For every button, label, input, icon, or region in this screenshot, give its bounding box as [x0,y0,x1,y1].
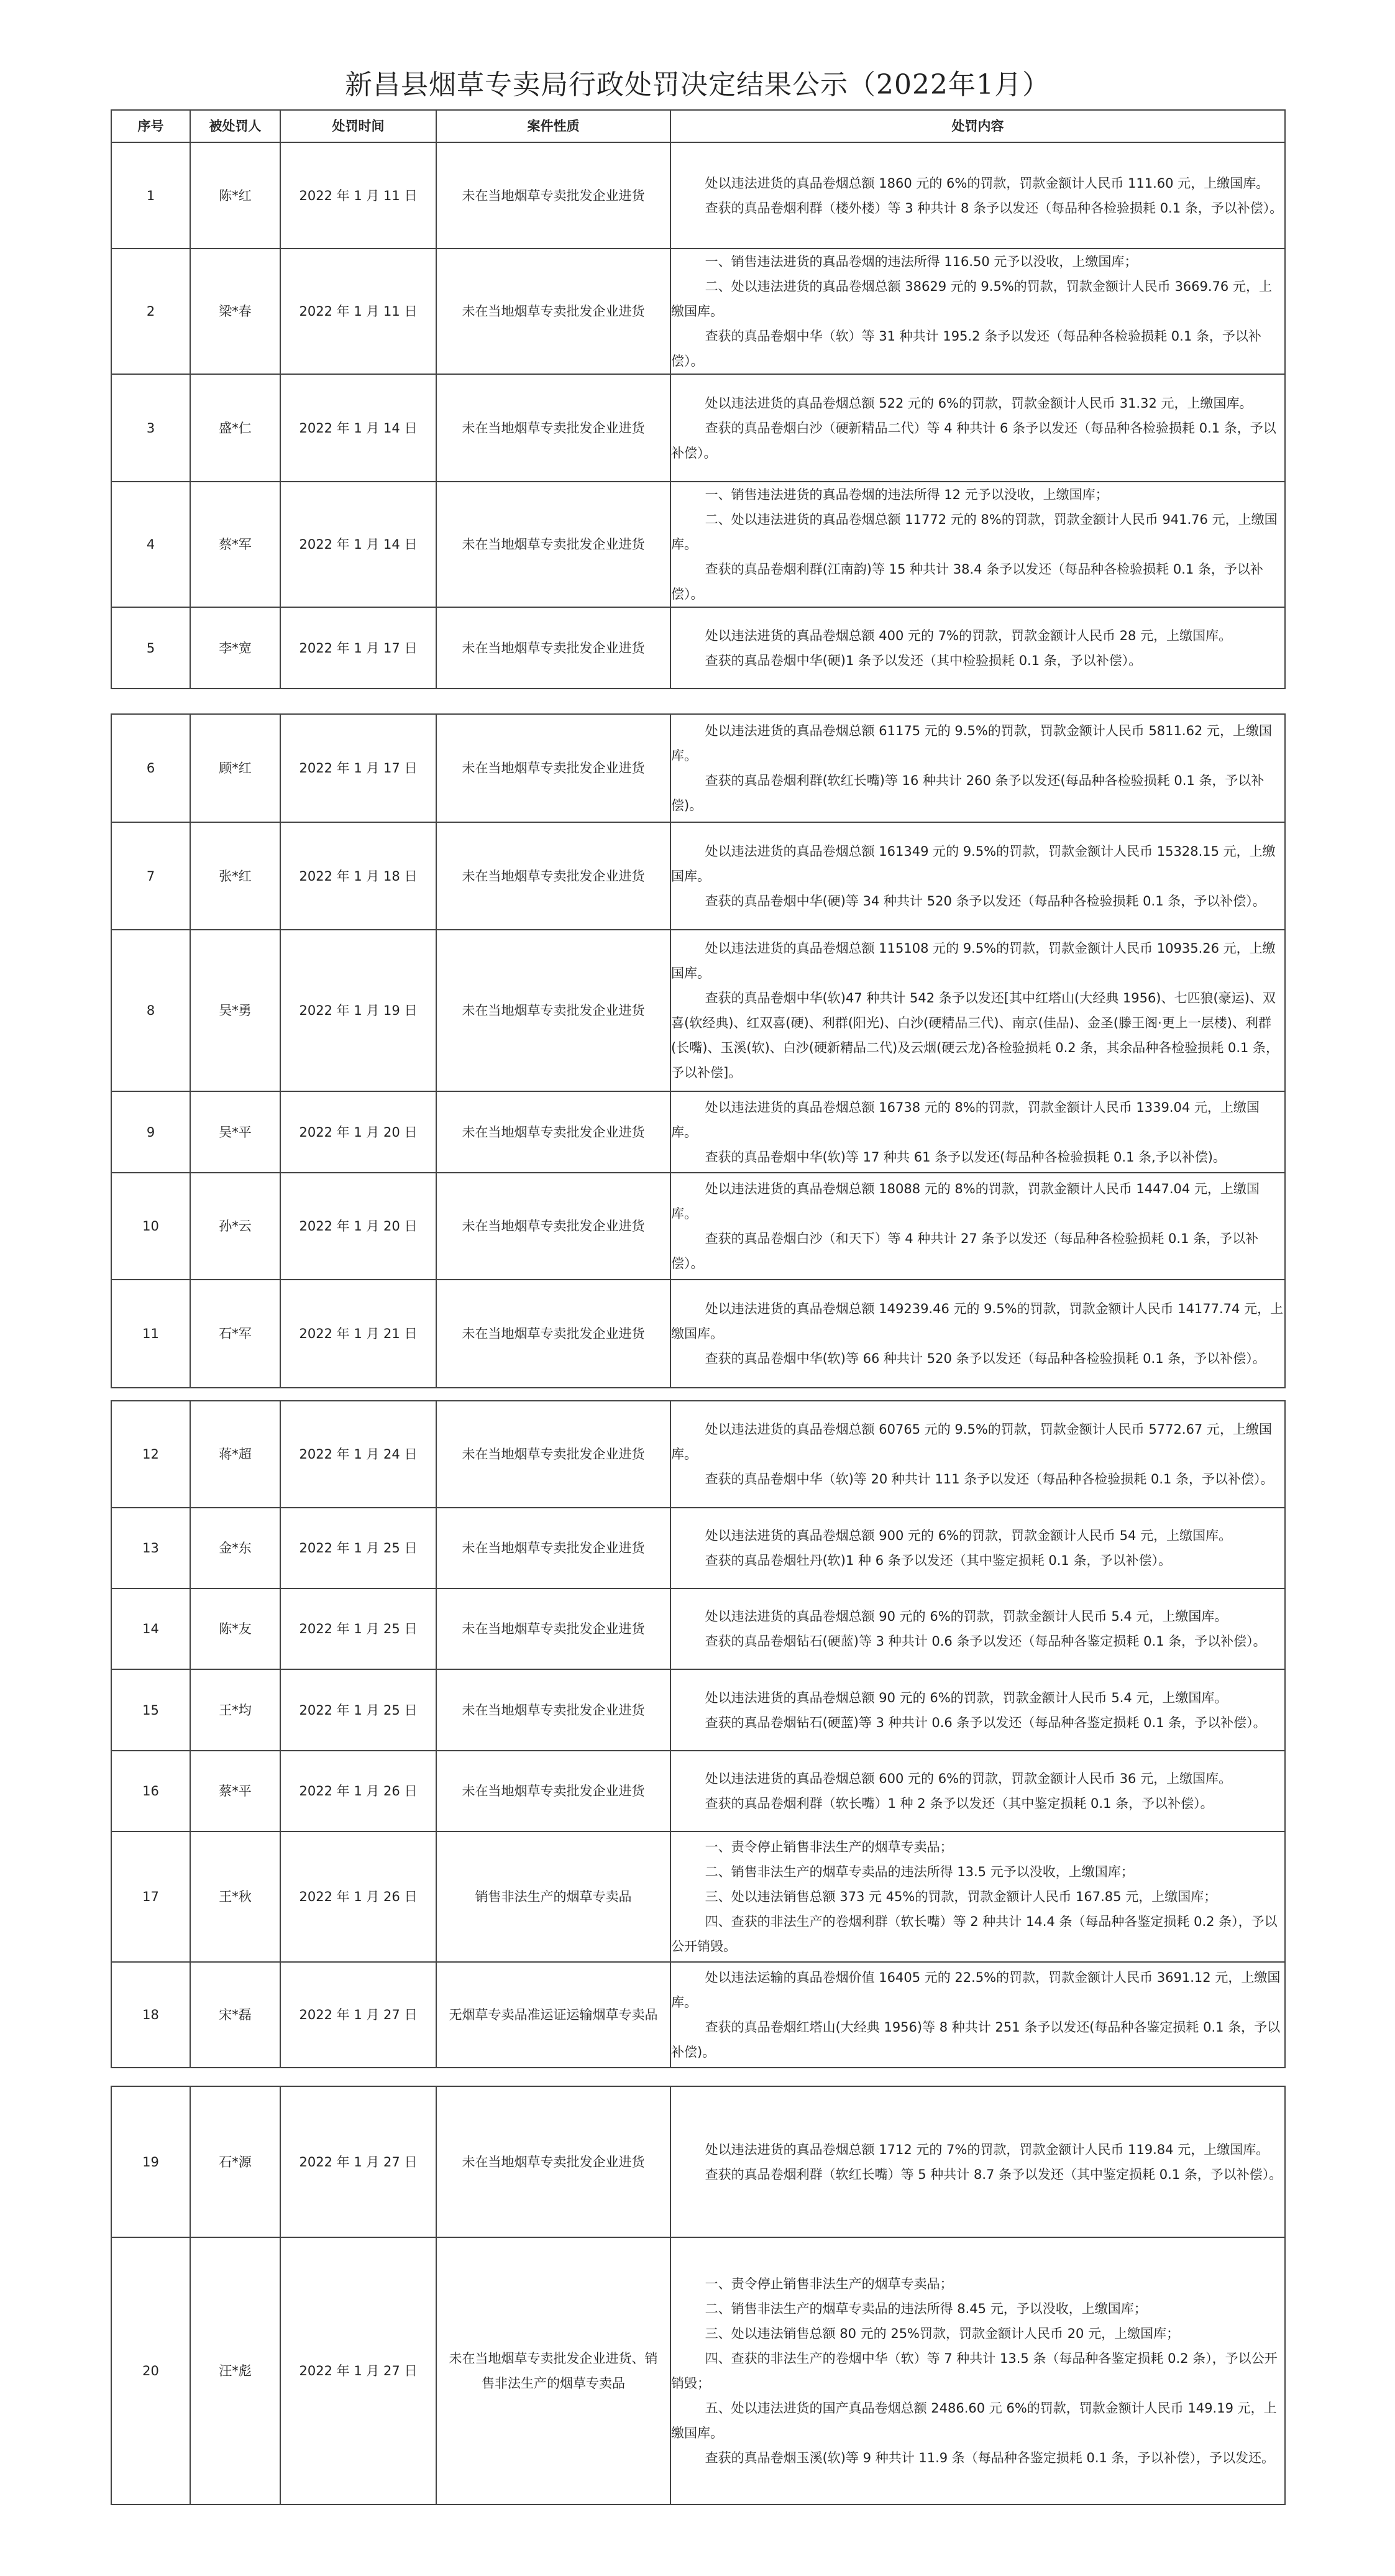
penalty-table-page-2 [111,713,1286,1388]
content-line: 三、处以违法销售总额 373 元 45%的罚款，罚款金额计人民币 167.85 元，上缴国库； [705,1889,1217,1904]
content-line: 处以违法运输的真品卷烟价值 16405 元的 22.5%的罚款，罚款金额计人民币 3691.12 元，上缴国库。 [671,1970,1281,2010]
cell-no: 12 [111,1401,190,1508]
cell-content [670,142,1285,249]
content-line: 一、销售违法进货的真品卷烟的违法所得 12 元予以没收，上缴国库； [705,487,1109,502]
content-line: 二、销售非法生产的烟草专卖品的违法所得 8.45 元，予以没收，上缴国库； [705,2301,1147,2316]
header-nature: 案件性质 [436,110,670,142]
cell-nature: 未在当地烟草专卖批发企业进货 [436,1091,670,1173]
content-line: 查获的真品卷烟利群（软长嘴）1 种 2 条予以发还（其中鉴定损耗 0.1 条，予以补偿）。 [705,1796,1214,1811]
content-line: 一、销售违法进货的真品卷烟的违法所得 116.50 元予以没收，上缴国库； [705,254,1138,269]
cell-nature: 未在当地烟草专卖批发企业进货 [436,1280,670,1388]
table-header [111,110,1285,142]
cell-name: 陈*友 [190,1588,280,1669]
table-row [111,1508,1285,1588]
table-row [111,930,1285,1091]
content-line: 四、查获的非法生产的卷烟中华（软）等 7 种共计 13.5 条（每品种各鉴定损耗 0.2 条），予以公开销毁； [671,2351,1278,2391]
table-row [111,1091,1285,1173]
table-body-part-2 [111,714,1285,1388]
cell-name: 蔡*平 [190,1751,280,1831]
cell-content [670,249,1285,374]
cell-date: 2022 年 1 月 11 日 [280,142,436,249]
cell-name: 宋*磊 [190,1962,280,2068]
table-row [111,1401,1285,1508]
header-date: 处罚时间 [280,110,436,142]
cell-name: 吴*勇 [190,930,280,1091]
cell-nature: 未在当地烟草专卖批发企业进货 [436,249,670,374]
content-line: 处以违法进货的真品卷烟总额 1860 元的 6%的罚款，罚款金额计人民币 111.60 元，上缴国库。 [705,175,1269,191]
table-body-part-4 [111,2086,1285,2505]
cell-date: 2022 年 1 月 19 日 [280,930,436,1091]
cell-nature: 无烟草专卖品准运证运输烟草专卖品 [436,1962,670,2068]
cell-date: 2022 年 1 月 11 日 [280,249,436,374]
content-line: 处以违法进货的真品卷烟总额 90 元的 6%的罚款，罚款金额计人民币 5.4 元，上缴国库。 [705,1690,1228,1705]
cell-date: 2022 年 1 月 26 日 [280,1831,436,1962]
cell-name: 顾*红 [190,714,280,822]
content-line: 处以违法进货的真品卷烟总额 60765 元的 9.5%的罚款，罚款金额计人民币 5772.67 元，上缴国库。 [671,1422,1272,1462]
table-row [111,249,1285,374]
content-line: 处以违法进货的真品卷烟总额 161349 元的 9.5%的罚款，罚款金额计人民币 15328.15 元，上缴国库。 [671,843,1276,884]
table-row [111,1280,1285,1388]
content-line: 查获的真品卷烟中华（软）等 31 种共计 195.2 条予以发还（每品种各检验损耗 0.1 条，予以补偿）。 [671,329,1261,369]
cell-name: 梁*春 [190,249,280,374]
cell-nature: 未在当地烟草专卖批发企业进货 [436,1401,670,1508]
cell-content [670,930,1285,1091]
cell-content [670,482,1285,607]
table-row [111,822,1285,930]
cell-no: 9 [111,1091,190,1173]
cell-name: 吴*平 [190,1091,280,1173]
table-row [111,1751,1285,1831]
cell-nature: 未在当地烟草专卖批发企业进货 [436,374,670,482]
content-line: 二、处以违法进货的真品卷烟总额 38629 元的 9.5%的罚款，罚款金额计人民币 3669.76 元，上缴国库。 [671,279,1272,319]
content-line: 处以违法进货的真品卷烟总额 400 元的 7%的罚款，罚款金额计人民币 28 元，上缴国库。 [705,628,1232,643]
cell-content [670,1588,1285,1669]
cell-name: 石*源 [190,2086,280,2237]
content-line: 查获的真品卷烟白沙（和天下）等 4 种共计 27 条予以发还（每品种各检验损耗 0.1 条，予以补偿）。 [671,1231,1259,1271]
cell-content [670,1751,1285,1831]
content-line: 处以违法进货的真品卷烟总额 115108 元的 9.5%的罚款，罚款金额计人民币 10935.26 元，上缴国库。 [671,941,1276,981]
table-row [111,714,1285,822]
cell-date: 2022 年 1 月 26 日 [280,1751,436,1831]
cell-date: 2022 年 1 月 14 日 [280,374,436,482]
content-line: 查获的真品卷烟中华(硬)等 34 种共计 520 条予以发还（每品种各检验损耗 0.1 条，予以补偿）。 [705,893,1266,909]
cell-nature: 未在当地烟草专卖批发企业进货 [436,1173,670,1280]
cell-date: 2022 年 1 月 25 日 [280,1669,436,1751]
cell-name: 张*红 [190,822,280,930]
content-line: 处以违法进货的真品卷烟总额 61175 元的 9.5%的罚款，罚款金额计人民币 5811.62 元，上缴国库。 [671,723,1272,763]
cell-name: 盛*仁 [190,374,280,482]
cell-nature: 未在当地烟草专卖批发企业进货 [436,142,670,249]
content-line: 查获的真品卷烟玉溪(软)等 9 种共计 11.9 条（每品种各鉴定损耗 0.1 条，予以补偿），予以发还。 [705,2450,1275,2465]
page-title: 新昌县烟草专卖局行政处罚决定结果公示（2022年1月） [345,69,1050,101]
cell-content [670,1091,1285,1173]
cell-no: 4 [111,482,190,607]
cell-name: 陈*红 [190,142,280,249]
table-row [111,2237,1285,2505]
cell-name: 石*军 [190,1280,280,1388]
penalty-table-page-3 [111,1400,1286,2068]
content-line: 查获的真品卷烟牡丹(软)1 种 6 条予以发还（其中鉴定损耗 0.1 条，予以补偿）。 [705,1553,1171,1568]
cell-no: 18 [111,1962,190,2068]
content-line: 查获的真品卷烟钻石(硬蓝)等 3 种共计 0.6 条予以发还（每品种各鉴定损耗 0.1 条，予以补偿）。 [705,1634,1266,1649]
cell-no: 15 [111,1669,190,1751]
table-row [111,607,1285,689]
cell-date: 2022 年 1 月 20 日 [280,1091,436,1173]
cell-no: 3 [111,374,190,482]
cell-no: 13 [111,1508,190,1588]
cell-no: 16 [111,1751,190,1831]
table-row [111,1588,1285,1669]
cell-nature: 未在当地烟草专卖批发企业进货 [436,822,670,930]
cell-content [670,607,1285,689]
content-line: 五、处以违法进货的国产真品卷烟总额 2486.60 元 6%的罚款，罚款金额计人民币 149.19 元，上缴国库。 [671,2401,1277,2441]
cell-name: 李*宽 [190,607,280,689]
cell-content [670,2237,1285,2505]
content-line: 查获的真品卷烟中华(软)47 种共计 542 条予以发还[其中红塔山(大经典 1956)、七匹狼(豪运)、双喜(软经典)、红双喜(硬)、利群(阳光)、白沙(硬精品三代)、南京(佳品)、金圣(滕王阁·更上一层楼)、利群(长嘴)、玉溪(软)、白沙(硬新精品二代)及云烟(硬云龙)各检验损耗 0.2 条，其余品种各检验损耗 0.1 条，予以补偿]。 [671,991,1279,1080]
table-row [111,1173,1285,1280]
table-row [111,1669,1285,1751]
content-line: 处以违法进货的真品卷烟总额 16738 元的 8%的罚款，罚款金额计人民币 1339.04 元，上缴国库。 [671,1099,1260,1140]
cell-nature: 未在当地烟草专卖批发企业进货 [436,1508,670,1588]
content-line: 查获的真品卷烟中华(软)等 17 种共 61 条予以发还(每品种各检验损耗 0.1 条,予以补偿)。 [705,1149,1226,1165]
cell-name: 孙*云 [190,1173,280,1280]
content-line: 查获的真品卷烟利群(软红长嘴)等 16 种共计 260 条予以发还(每品种各检验损耗 0.1 条，予以补偿)。 [671,773,1265,813]
table-row [111,142,1285,249]
cell-nature: 未在当地烟草专卖批发企业进货 [436,1669,670,1751]
header-content: 处罚内容 [670,110,1285,142]
content-line: 处以违法进货的真品卷烟总额 1712 元的 7%的罚款，罚款金额计人民币 119.84 元，上缴国库。 [705,2142,1269,2157]
cell-date: 2022 年 1 月 27 日 [280,2237,436,2505]
cell-nature: 未在当地烟草专卖批发企业进货 [436,1751,670,1831]
content-line: 一、责令停止销售非法生产的烟草专卖品； [705,2276,953,2291]
cell-no: 20 [111,2237,190,2505]
header-name: 被处罚人 [190,110,280,142]
cell-date: 2022 年 1 月 17 日 [280,607,436,689]
cell-nature: 未在当地烟草专卖批发企业进货 [436,2086,670,2237]
cell-content [670,1173,1285,1280]
cell-no: 8 [111,930,190,1091]
cell-content [670,1669,1285,1751]
table-row [111,374,1285,482]
penalty-table-page-4 [111,2086,1286,2505]
content-line: 查获的真品卷烟中华(软)等 66 种共计 520 条予以发还（每品种各检验损耗 0.1 条，予以补偿）。 [705,1351,1266,1366]
header-no: 序号 [111,110,190,142]
content-line: 处以违法进货的真品卷烟总额 90 元的 6%的罚款，罚款金额计人民币 5.4 元，上缴国库。 [705,1609,1228,1624]
table-row [111,482,1285,607]
cell-content [670,714,1285,822]
cell-date: 2022 年 1 月 27 日 [280,2086,436,2237]
cell-name: 王*均 [190,1669,280,1751]
content-line: 查获的真品卷烟利群(江南韵)等 15 种共计 38.4 条予以发还（每品种各检验损耗 0.1 条，予以补偿）。 [671,562,1263,602]
cell-no: 14 [111,1588,190,1669]
table-body-part-3 [111,1401,1285,2068]
content-line: 四、查获的非法生产的卷烟利群（软长嘴）等 2 种共计 14.4 条（每品种各鉴定损耗 0.2 条），予以公开销毁。 [671,1914,1278,1954]
cell-content [670,1962,1285,2068]
content-line: 查获的真品卷烟中华（软)等 20 种共计 111 条予以发还（每品种各检验损耗 0.1 条，予以补偿）。 [705,1472,1274,1487]
cell-no: 1 [111,142,190,249]
table-row [111,1831,1285,1962]
content-line: 查获的真品卷烟中华(硬)1 条予以发还（其中检验损耗 0.1 条，予以补偿）。 [705,653,1142,668]
cell-nature: 未在当地烟草专卖批发企业进货、销售非法生产的烟草专卖品 [436,2237,670,2505]
cell-date: 2022 年 1 月 25 日 [280,1508,436,1588]
cell-date: 2022 年 1 月 24 日 [280,1401,436,1508]
cell-no: 11 [111,1280,190,1388]
cell-nature: 未在当地烟草专卖批发企业进货 [436,607,670,689]
cell-date: 2022 年 1 月 17 日 [280,714,436,822]
cell-name: 王*秋 [190,1831,280,1962]
cell-content [670,1401,1285,1508]
cell-nature: 未在当地烟草专卖批发企业进货 [436,714,670,822]
cell-nature: 未在当地烟草专卖批发企业进货 [436,930,670,1091]
content-line: 处以违法进货的真品卷烟总额 522 元的 6%的罚款，罚款金额计人民币 31.32 元，上缴国库。 [705,395,1253,411]
content-line: 处以违法进货的真品卷烟总额 18088 元的 8%的罚款，罚款金额计人民币 1447.04 元，上缴国库。 [671,1181,1260,1221]
content-line: 处以违法进货的真品卷烟总额 900 元的 6%的罚款，罚款金额计人民币 54 元，上缴国库。 [705,1528,1232,1543]
cell-content [670,2086,1285,2237]
cell-name: 金*东 [190,1508,280,1588]
cell-nature: 销售非法生产的烟草专卖品 [436,1831,670,1962]
content-line: 二、销售非法生产的烟草专卖品的违法所得 13.5 元予以没收，上缴国库； [705,1864,1134,1879]
cell-date: 2022 年 1 月 27 日 [280,1962,436,2068]
content-line: 一、责令停止销售非法生产的烟草专卖品； [705,1840,953,1854]
cell-content [670,1831,1285,1962]
cell-date: 2022 年 1 月 18 日 [280,822,436,930]
cell-no: 17 [111,1831,190,1962]
cell-content [670,1280,1285,1388]
content-line: 处以违法进货的真品卷烟总额 600 元的 6%的罚款，罚款金额计人民币 36 元，上缴国库。 [705,1771,1232,1786]
cell-date: 2022 年 1 月 25 日 [280,1588,436,1669]
penalty-table [111,109,1286,689]
cell-no: 10 [111,1173,190,1280]
content-line: 查获的真品卷烟钻石(硬蓝)等 3 种共计 0.6 条予以发还（每品种各鉴定损耗 0.1 条，予以补偿）。 [705,1715,1266,1730]
cell-nature: 未在当地烟草专卖批发企业进货 [436,1588,670,1669]
cell-no: 7 [111,822,190,930]
cell-name: 汪*彪 [190,2237,280,2505]
cell-no: 5 [111,607,190,689]
content-line: 查获的真品卷烟利群（软红长嘴）等 5 种共计 8.7 条予以发还（其中鉴定损耗 0.1 条，予以补偿）。 [705,2166,1283,2182]
cell-no: 6 [111,714,190,822]
cell-date: 2022 年 1 月 14 日 [280,482,436,607]
table-row [111,1962,1285,2068]
content-line: 查获的真品卷烟红塔山(大经典 1956)等 8 种共计 251 条予以发还(每品种各鉴定损耗 0.1 条，予以补偿)。 [671,2020,1281,2060]
cell-no: 2 [111,249,190,374]
table-body-part-1 [111,142,1285,689]
table-row [111,2086,1285,2237]
content-line: 二、处以违法进货的真品卷烟总额 11772 元的 8%的罚款，罚款金额计人民币 941.76 元，上缴国库。 [671,512,1278,552]
cell-nature: 未在当地烟草专卖批发企业进货 [436,482,670,607]
cell-date: 2022 年 1 月 21 日 [280,1280,436,1388]
content-line: 查获的真品卷烟白沙（硬新精品二代）等 4 种共计 6 条予以发还（每品种各检验损耗 0.1 条，予以补偿）。 [671,420,1276,461]
cell-no: 19 [111,2086,190,2237]
cell-content [670,1508,1285,1588]
cell-name: 蔡*军 [190,482,280,607]
cell-content [670,822,1285,930]
cell-date: 2022 年 1 月 20 日 [280,1173,436,1280]
content-line: 查获的真品卷烟利群（楼外楼）等 3 种共计 8 条予以发还（每品种各检验损耗 0.1 条，予以补偿）。 [705,200,1283,216]
content-line: 三、处以违法销售总额 80 元的 25%罚款，罚款金额计人民币 20 元，上缴国库； [705,2326,1180,2341]
cell-content [670,374,1285,482]
content-line: 处以违法进货的真品卷烟总额 149239.46 元的 9.5%的罚款，罚款金额计人民币 14177.74 元，上缴国库。 [671,1301,1284,1341]
cell-name: 蒋*超 [190,1401,280,1508]
